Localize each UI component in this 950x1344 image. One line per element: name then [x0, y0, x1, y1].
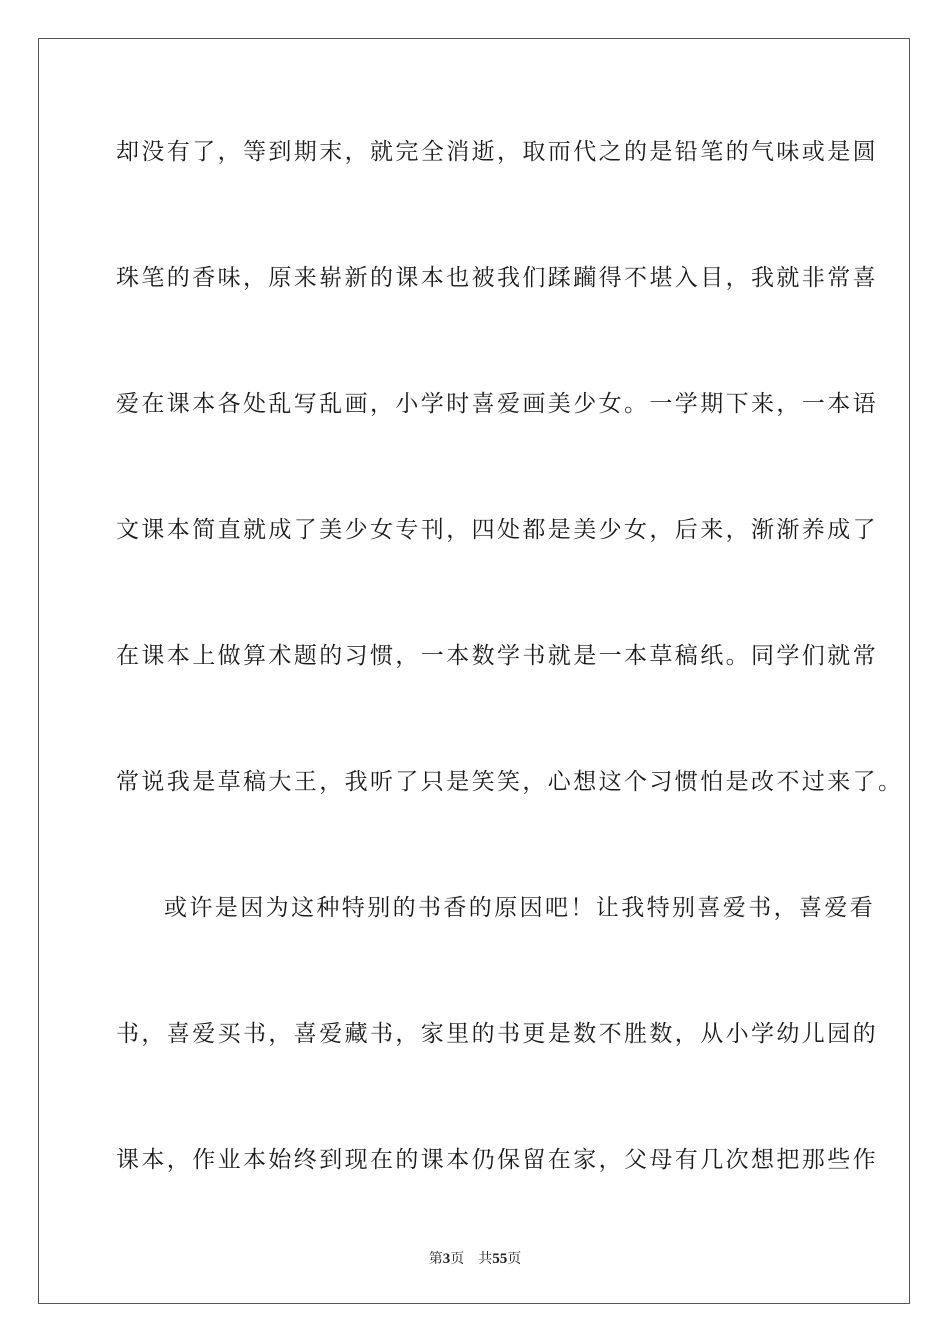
- document-body: [116, 124, 904, 1258]
- page-suffix: 页: [450, 1251, 465, 1267]
- page-prefix: 第: [428, 1251, 443, 1267]
- text-line-1: 却没有了，等到期末，就完全消逝，取而代之的是铅笔的气味或是圆: [116, 139, 878, 165]
- text-line-8: 书，喜爱买书，喜爱藏书，家里的书更是数不胜数，从小学幼儿园的: [116, 1021, 878, 1047]
- text-line-3: 爱在课本各处乱写乱画，小学时喜爱画美少女。一学期下来，一本语: [116, 391, 878, 417]
- page-footer: [0, 1248, 950, 1268]
- text-line-7-paragraph-start: 或许是因为这种特别的书香的原因吧！让我特别喜爱书，喜爱看: [164, 895, 876, 921]
- page-number: 3: [442, 1251, 451, 1267]
- text-line-5: 在课本上做算术题的习惯，一本数学书就是一本草稿纸。同学们就常: [116, 643, 878, 669]
- total-suffix: 页: [507, 1251, 522, 1267]
- total-prefix: 共: [478, 1251, 493, 1267]
- text-line-6: 常说我是草稿大王，我听了只是笑笑，心想这个习惯怕是改不过来了。: [116, 769, 904, 795]
- text-line-4: 文课本简直就成了美少女专刊，四处都是美少女，后来，渐渐养成了: [116, 517, 878, 543]
- total-pages: 55: [492, 1251, 508, 1267]
- text-line-2: 珠笔的香味，原来崭新的课本也被我们蹂躏得不堪入目，我就非常喜: [116, 265, 878, 291]
- text-line-9: 课本，作业本始终到现在的课本仍保留在家，父母有几次想把那些作: [116, 1147, 878, 1173]
